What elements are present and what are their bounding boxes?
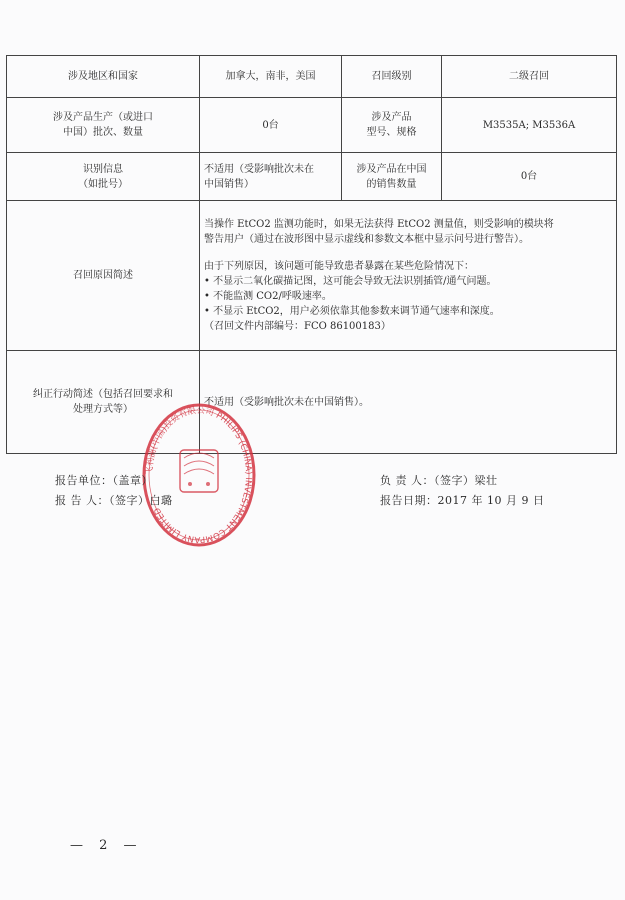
seal-text: 飞利浦(中国)投资有限公司 PHILIPS (CHINA) INVESTMENT COMPANY LIMITED	[144, 405, 254, 545]
region-value: 加拿大，南非，美国	[200, 56, 342, 98]
table-row	[7, 201, 617, 351]
table-row	[7, 351, 617, 454]
model-value: M3535A; M3536A	[442, 98, 617, 153]
quantity-label: 涉及产品生产（或进口 中国）批次、数量	[7, 98, 200, 153]
company-seal	[140, 400, 258, 550]
recall-reason-text: 当操作 EtCO2 监测功能时，如果无法获得 EtCO2 测量值，则受影响的模块将 警告用户（通过在波形图中显示虚线和参数文本框中显示问号进行警告）。 由于下列原因，该问题可能导致患者暴露在某些危险情况下： • 不显示二氧化碳描记图，这可能会导致无法识别插管/通气问题。 • 不能监测 CO2/呼吸速率。 • 不显示 EtCO2，用户必须依靠其他参数来调节通气速率和深度。 （召回文件内部编号：FCO 86100183）	[200, 201, 617, 351]
reporter: 报 告 人：（签字）白璐	[55, 494, 173, 507]
identification-label: 识别信息 （如批号）	[7, 153, 200, 201]
corrective-action-label: 纠正行动简述（包括召回要求和 处理方式等）	[7, 351, 200, 454]
table-row	[7, 56, 617, 98]
responsible-person: 负 责 人：（签字）梁壮	[380, 474, 498, 487]
corrective-action-value: 不适用（受影响批次未在中国销售）。	[200, 351, 617, 454]
report-unit: 报告单位：（盖章）	[55, 474, 153, 487]
region-label: 涉及地区和国家	[7, 56, 200, 98]
table-row	[7, 153, 617, 201]
china-sales-value: 0台	[442, 153, 617, 201]
table-row	[7, 98, 617, 153]
recall-info-table	[6, 55, 617, 454]
model-label: 涉及产品 型号、规格	[342, 98, 442, 153]
recall-level-label: 召回级别	[342, 56, 442, 98]
china-sales-label: 涉及产品在中国 的销售数量	[342, 153, 442, 201]
page-number: — 2 —	[70, 838, 143, 853]
identification-value: 不适用（受影响批次未在 中国销售）	[200, 153, 342, 201]
svg-text:飞利浦(中国)投资有限公司 PHILIPS (CHINA)	[144, 406, 253, 544]
quantity-value: 0台	[200, 98, 342, 153]
recall-level-value: 二级召回	[442, 56, 617, 98]
recall-reason-label: 召回原因简述	[7, 201, 200, 351]
report-date: 报告日期：2017 年 10 月 9 日	[380, 494, 545, 507]
